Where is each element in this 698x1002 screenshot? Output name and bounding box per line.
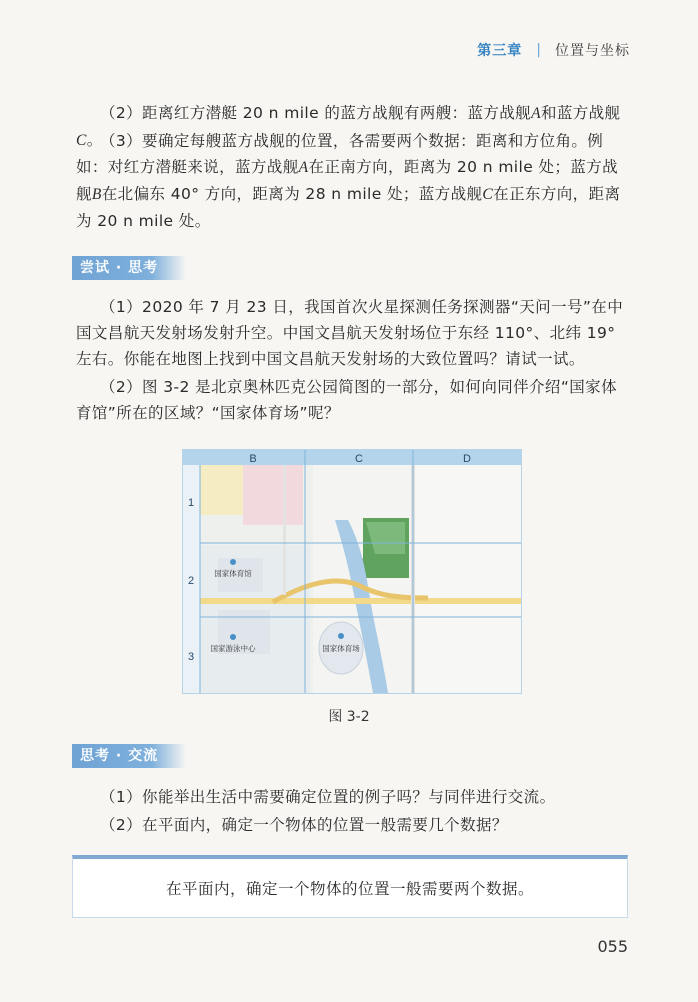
label-national-stadium: 国家体育场	[322, 644, 360, 653]
row-label-3: 3	[187, 651, 195, 663]
label-swim-center: 国家游泳中心	[210, 644, 256, 653]
map-main-road	[200, 598, 521, 604]
olympic-park-map	[182, 449, 522, 694]
swim-marker-icon	[230, 634, 236, 640]
figure-caption: 图 3-2	[328, 709, 370, 725]
think-exchange-tag: 思考 · 交流	[72, 744, 186, 768]
think-question-2: （2）在平面内，确定一个物体的位置一般需要几个数据？	[100, 816, 508, 834]
map-area-pink	[243, 465, 303, 525]
summary-box	[72, 855, 628, 918]
row-label-1: 1	[187, 497, 195, 509]
gym-marker-icon	[230, 559, 236, 565]
summary-text: 在平面内，确定一个物体的位置一般需要两个数据。	[165, 880, 534, 898]
think-question-1: （1）你能举出生活中需要确定位置的例子吗？与同伴进行交流。	[100, 788, 556, 806]
label-national-gym: 国家体育馆	[214, 569, 252, 578]
map-road-v1	[283, 465, 286, 595]
column-label-d: D	[463, 453, 471, 465]
column-label-c: C	[355, 453, 363, 465]
try-think-tag: 尝试 · 思考	[72, 256, 186, 280]
chapter-header	[477, 40, 630, 60]
intro-paragraph-2: （2）距离红方潜艇 20 n mile 的蓝方战舰有两艘：蓝方战舰A和蓝方战舰C。	[76, 104, 621, 149]
try-paragraph-1: （1）2020 年 7 月 23 日，我国首次火星探测任务探测器“天问一号”在中国文昌航天发射场发射升空。中国文昌航天发射场位于东经 110°、北纬 19° 左右。你能在地图上找到中国文昌航天发射场的大致位置吗？请试一试。	[76, 298, 624, 368]
page-number: 055	[597, 937, 628, 956]
stadium-marker-icon	[338, 633, 344, 639]
try-paragraph-2: （2）图 3-2 是北京奥林匹克公园简图的一部分，如何向同伴介绍“国家体育馆”所在的区域？“国家体育场”呢？	[76, 378, 617, 422]
chapter-title: 第三章	[477, 43, 523, 59]
header-separator: |	[536, 42, 541, 58]
intro-paragraph-3: （3）要确定每艘蓝方战舰的位置，各需要两个数据：距离和方位角。例如：对红方潜艇来说，蓝方战舰A在正南方向，距离为 20 n mile 处；蓝方战舰B在北偏东 40° 方向，距离为 28 n mile 处；蓝方战舰C在正东方向，距离为 20 n mile 处。	[76, 132, 621, 230]
map-figure	[183, 450, 521, 693]
row-label-2: 2	[187, 575, 195, 587]
map-area-east	[415, 465, 521, 693]
section-title: 位置与坐标	[555, 43, 630, 59]
column-label-b: B	[249, 453, 257, 465]
